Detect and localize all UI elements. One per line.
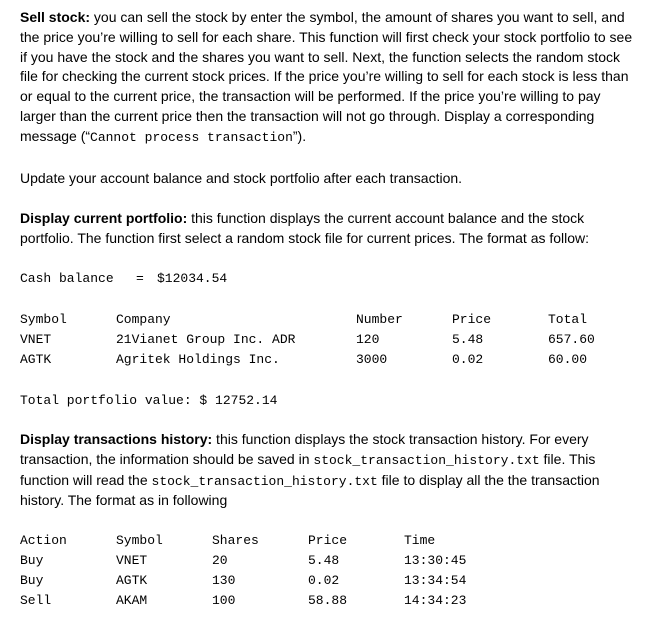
portfolio-cell: 0.02 bbox=[452, 352, 484, 367]
portfolio-header-company: Company bbox=[116, 312, 171, 327]
history-paragraph bbox=[20, 430, 640, 511]
history-file-2: stock_transaction_history.txt bbox=[151, 473, 378, 489]
history-cell: 20 bbox=[212, 553, 228, 568]
portfolio-cell: VNET bbox=[20, 332, 52, 347]
history-cell: Buy bbox=[20, 553, 44, 568]
portfolio-cell: 3000 bbox=[356, 352, 388, 367]
portfolio-cell: 120 bbox=[356, 332, 380, 347]
history-cell: 5.48 bbox=[308, 553, 340, 568]
history-cell: AKAM bbox=[116, 593, 148, 608]
cash-balance-label: Cash balance bbox=[20, 271, 114, 286]
cash-balance-value: $12034.54 bbox=[157, 271, 228, 286]
history-header-price: Price bbox=[308, 533, 348, 548]
history-cell: Sell bbox=[20, 593, 52, 608]
portfolio-cell: 21Vianet Group Inc. ADR bbox=[116, 332, 296, 347]
portfolio-paragraph bbox=[20, 209, 640, 249]
history-text-1: this function displays the stock transaction history. For every transaction, the information should be saved in bbox=[20, 431, 589, 467]
history-cell: 0.02 bbox=[308, 573, 340, 588]
sell-stock-heading: Sell stock: bbox=[20, 9, 91, 25]
sell-stock-paragraph bbox=[20, 8, 640, 148]
sell-stock-text: you can sell the stock by enter the symbol, the amount of shares you want to sell, and the price you’re willing to sell for each share. This function will first check your stock portfolio to see if you have the stock and the shares you want to sell. Next, the function selects the random stock file for checking the current stock prices. If the price you’re willing to sell for each stock is less than or equal to the current price, the transaction will be performed. If the price you’re willing to pay larger than the current price then the transaction will not go through. Display a corresponding message (“ bbox=[20, 9, 633, 144]
total-portfolio-value: 12752.14 bbox=[215, 393, 278, 408]
history-header-action: Action bbox=[20, 533, 67, 548]
history-cell: Buy bbox=[20, 573, 44, 588]
update-text: Update your account balance and stock portfolio after each transaction. bbox=[20, 170, 463, 186]
history-header-symbol: Symbol bbox=[116, 533, 163, 548]
error-message-code: Cannot process transaction bbox=[90, 129, 293, 145]
history-file-1: stock_transaction_history.txt bbox=[313, 452, 540, 468]
portfolio-heading: Display current portfolio: bbox=[20, 210, 188, 226]
portfolio-header-number: Number bbox=[356, 312, 403, 327]
history-cell: 13:34:54 bbox=[404, 573, 467, 588]
portfolio-cell: 5.48 bbox=[452, 332, 484, 347]
portfolio-cell: Agritek Holdings Inc. bbox=[116, 352, 280, 367]
portfolio-cell: AGTK bbox=[20, 352, 52, 367]
history-heading: Display transactions history: bbox=[20, 431, 213, 447]
history-text-3: file to display all the the transaction history. The format as in following bbox=[20, 471, 600, 509]
total-portfolio-label bbox=[20, 391, 277, 411]
portfolio-cell: 657.60 bbox=[548, 332, 595, 347]
history-header-time: Time bbox=[404, 533, 436, 548]
portfolio-cell: 60.00 bbox=[548, 352, 588, 367]
history-cell: AGTK bbox=[116, 573, 148, 588]
total-portfolio-label-text: Total portfolio value: $ bbox=[20, 393, 208, 408]
history-cell: 13:30:45 bbox=[404, 553, 467, 568]
history-cell: 14:34:23 bbox=[404, 593, 467, 608]
portfolio-text: this function displays the current account balance and the stock portfolio. The function first select a random stock file for current prices. The format as follow: bbox=[20, 210, 590, 246]
history-header-shares: Shares bbox=[212, 533, 259, 548]
cash-balance-equals: = bbox=[136, 271, 144, 286]
sell-stock-text-end: ”). bbox=[292, 127, 307, 144]
history-text-2: file. This function will read the bbox=[20, 450, 596, 488]
history-cell: 100 bbox=[212, 593, 236, 608]
history-cell: VNET bbox=[116, 553, 148, 568]
portfolio-header-total: Total bbox=[548, 312, 588, 327]
history-cell: 58.88 bbox=[308, 593, 348, 608]
portfolio-header-symbol: Symbol bbox=[20, 312, 67, 327]
update-paragraph bbox=[20, 169, 640, 189]
portfolio-header-price: Price bbox=[452, 312, 492, 327]
history-cell: 130 bbox=[212, 573, 236, 588]
